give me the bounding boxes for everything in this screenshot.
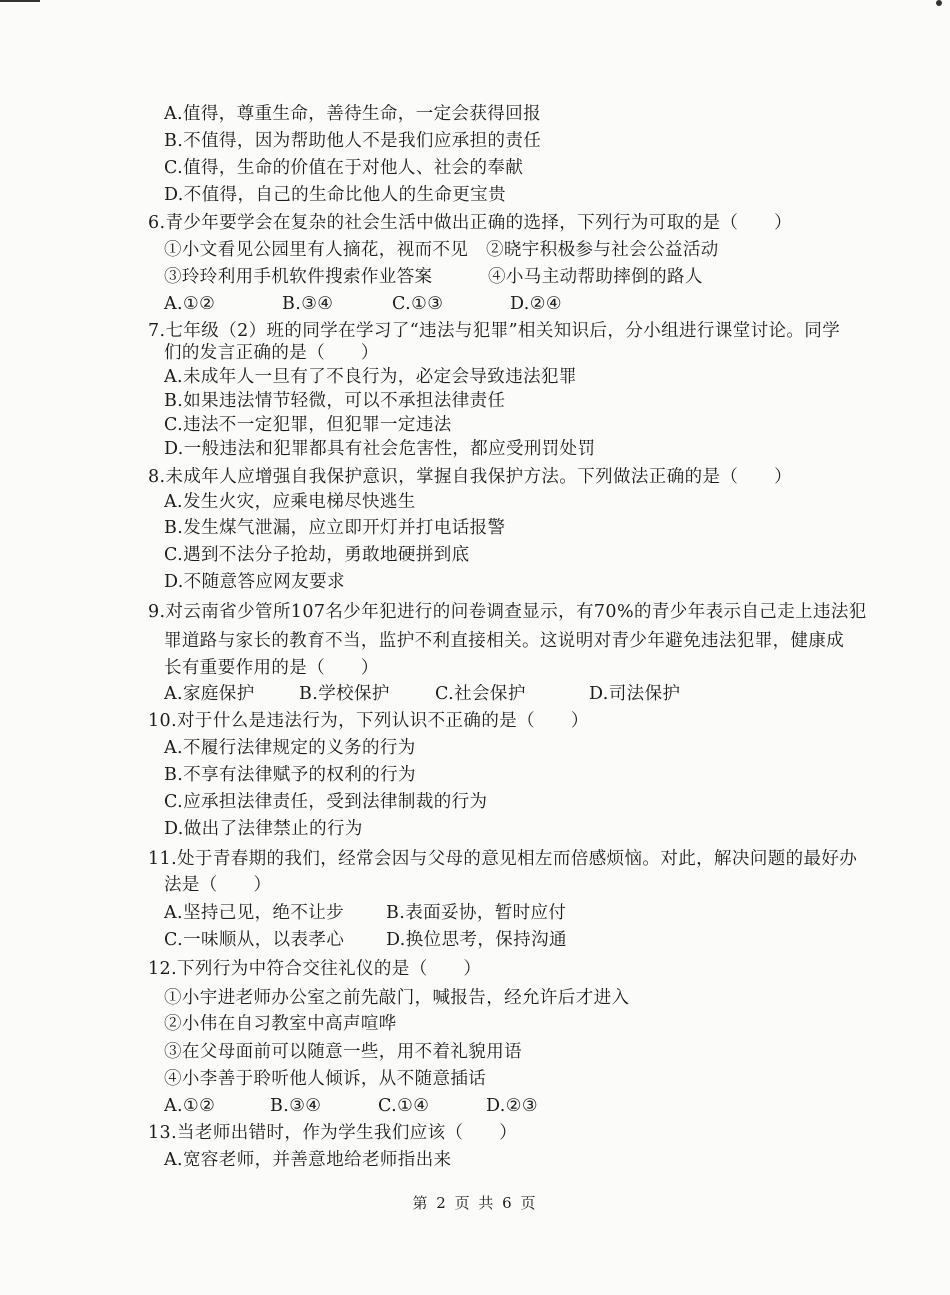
- q8-stem: 8.未成年人应增强自我保护意识，掌握自我保护方法。下列做法正确的是（ ）: [148, 467, 792, 487]
- q10-option-d: D.做出了法律禁止的行为: [164, 819, 363, 839]
- q6-item-4: ④小马主动帮助摔倒的路人: [488, 267, 703, 287]
- q11-choice-b: B.表面妥协，暂时应付: [386, 903, 567, 923]
- scan-mark: [936, 0, 942, 6]
- q11-choice-a: A.坚持己见，绝不让步: [164, 903, 345, 923]
- q6-item-1: ①小文看见公园里有人摘花，视而不见: [164, 240, 469, 260]
- q7-option-d: D.一般违法和犯罪都具有社会危害性，都应受刑罚处罚: [164, 439, 596, 459]
- q9-choice-b: B.学校保护: [299, 684, 390, 704]
- q7-stem-line2: 们的发言正确的是（ ）: [164, 343, 379, 363]
- q7-option-c: C.违法不一定犯罪，但犯罪一定违法: [164, 415, 452, 435]
- q11-stem-line2: 法是（ ）: [164, 875, 272, 895]
- q6-choice-a: A.①②: [164, 294, 216, 314]
- q5-option-c: C.值得，生命的价值在于对他人、社会的奉献: [164, 158, 524, 178]
- q6-item-2: ②晓宇积极参与社会公益活动: [486, 240, 719, 260]
- q5-option-a: A.值得，尊重生命，善待生命，一定会获得回报: [164, 104, 541, 124]
- q9-choice-d: D.司法保护: [589, 684, 681, 704]
- scan-mark: [0, 0, 40, 2]
- q11-choice-d: D.换位思考，保持沟通: [386, 930, 567, 950]
- q6-stem: 6.青少年要学会在复杂的社会生活中做出正确的选择，下列行为可取的是（ ）: [148, 213, 792, 233]
- q7-option-b: B.如果违法情节轻微，可以不承担法律责任: [164, 391, 506, 411]
- q12-choice-c: C.①④: [378, 1096, 430, 1116]
- q9-choice-c: C.社会保护: [435, 684, 526, 704]
- q8-option-d: D.不随意答应网友要求: [164, 572, 345, 592]
- q13-option-a: A.宽容老师，并善意地给老师指出来: [164, 1150, 452, 1170]
- q5-option-b: B.不值得，因为帮助他人不是我们应承担的责任: [164, 131, 542, 151]
- q9-stem-line3: 长有重要作用的是（ ）: [164, 658, 379, 678]
- q6-choices: [164, 292, 562, 316]
- q12-choice-a: A.①②: [164, 1096, 216, 1116]
- q5-option-d: D.不值得，自己的生命比他人的生命更宝贵: [164, 185, 506, 205]
- q12-choices: [164, 1094, 538, 1118]
- q10-option-a: A.不履行法律规定的义务的行为: [164, 738, 416, 758]
- q11-choice-c: C.一味顺从，以表孝心: [164, 930, 345, 950]
- q12-choice-d: D.②③: [486, 1096, 538, 1116]
- q10-option-b: B.不享有法律赋予的权利的行为: [164, 765, 416, 785]
- q6-item-3: ③玲玲利用手机软件搜索作业答案: [164, 267, 433, 287]
- q6-choice-d: D.②④: [510, 294, 562, 314]
- q9-stem-line2: 罪道路与家长的教育不当，监护不利直接相关。这说明对青少年避免违法犯罪，健康成: [164, 631, 845, 651]
- q11-stem-line1: 11.处于青春期的我们，经常会因与父母的意见相左而倍感烦恼。对此，解决问题的最好办: [148, 849, 858, 869]
- q6-choice-c: C.①③: [392, 294, 444, 314]
- q12-choice-b: B.③④: [270, 1096, 322, 1116]
- q9-choice-a: A.家庭保护: [164, 684, 255, 704]
- q8-option-a: A.发生火灾，应乘电梯尽快逃生: [164, 492, 416, 512]
- q10-stem: 10.对于什么是违法行为，下列认识不正确的是（ ）: [148, 711, 589, 731]
- q12-stem: 12.下列行为中符合交往礼仪的是（ ）: [148, 959, 482, 979]
- q12-item-1: ①小宇进老师办公室之前先敲门，喊报告，经允许后才进入: [164, 988, 630, 1008]
- q8-option-b: B.发生煤气泄漏，应立即开灯并打电话报警: [164, 518, 506, 538]
- q6-choice-b: B.③④: [282, 294, 334, 314]
- q9-choices: [164, 682, 680, 706]
- q7-option-a: A.未成年人一旦有了不良行为，必定会导致违法犯罪: [164, 367, 577, 387]
- q12-item-3: ③在父母面前可以随意一些，用不着礼貌用语: [164, 1042, 522, 1062]
- q11-choices-row2: [164, 928, 567, 952]
- q12-item-2: ②小伟在自习教室中高声喧哗: [164, 1014, 397, 1034]
- q9-stem-line1: 9.对云南省少管所107名少年犯进行的问卷调查显示，有70%的青少年表示自己走上违法犯: [148, 602, 867, 622]
- q6-items-row2: [164, 265, 703, 289]
- q10-option-c: C.应承担法律责任，受到法律制裁的行为: [164, 792, 488, 812]
- q12-item-4: ④小李善于聆听他人倾诉，从不随意插话: [164, 1069, 487, 1089]
- q13-stem: 13.当老师出错时，作为学生我们应该（ ）: [148, 1123, 518, 1143]
- page-footer: 第 2 页 共 6 页: [412, 1194, 538, 1212]
- q11-choices-row1: [164, 901, 566, 925]
- q7-stem-line1: 7.七年级（2）班的同学在学习了“违法与犯罪”相关知识后，分小组进行课堂讨论。同学: [148, 321, 841, 341]
- q6-items-row1: [164, 238, 719, 262]
- q8-option-c: C.遇到不法分子抢劫，勇敢地硬拼到底: [164, 545, 470, 565]
